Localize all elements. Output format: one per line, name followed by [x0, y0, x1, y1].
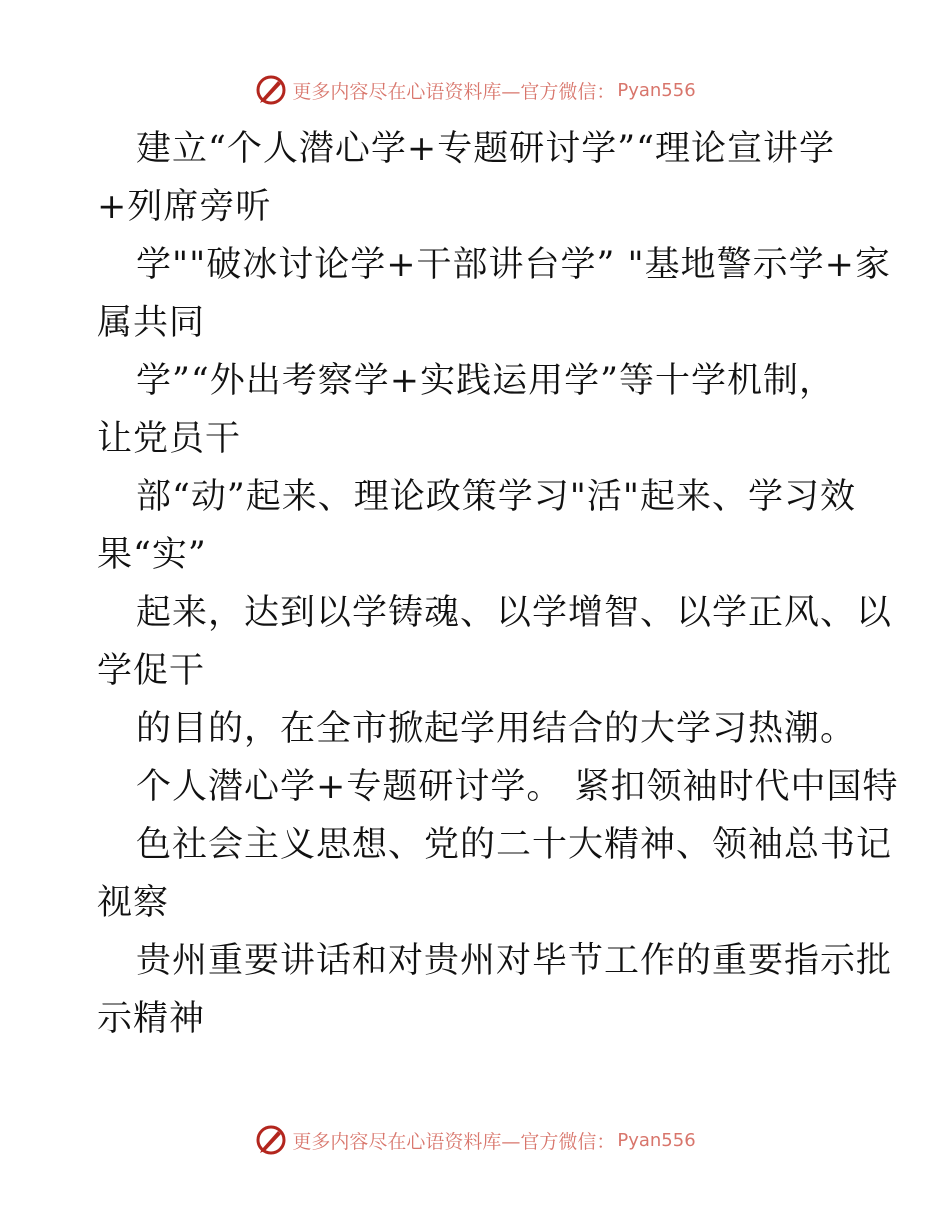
text-line: 起来，达到以学铸魂、以学增智、以学正风、以 [136, 593, 893, 633]
text-line: 个人潜心学+专题研讨学。 紧扣领袖时代中国特 [136, 767, 899, 807]
banner-wechat-id: Pyan556 [617, 1129, 696, 1151]
header-banner [0, 70, 950, 110]
text-line: 属共同 [97, 303, 206, 343]
text-line: 视察 [97, 883, 170, 923]
banner-title: 更多内容尽在心语资料库—官方微信： [292, 1130, 616, 1153]
banner-wechat-id: Pyan556 [617, 79, 696, 101]
pen-circle-logo-icon [254, 1123, 288, 1157]
footer-banner [0, 1120, 950, 1160]
text-line: 果“实” [97, 535, 207, 575]
text-line: 贵州重要讲话和对贵州对毕节工作的重要指示批 [136, 941, 893, 981]
text-line: 部“动”起来、理论政策学习"活"起来、学习效 [136, 477, 856, 517]
text-line: 让党员干 [97, 419, 242, 459]
text-line: 学促干 [97, 651, 206, 691]
text-line: 学""破冰讨论学+干部讲台学” "基地警示学+家 [136, 245, 891, 285]
text-line: 学”“外出考察学+实践运用学”等十学机制， [136, 361, 836, 401]
pen-circle-logo-icon [254, 73, 288, 107]
banner-title: 更多内容尽在心语资料库—官方微信： [292, 80, 616, 103]
text-line: 色社会主义思想、党的二十大精神、领袖总书记 [136, 825, 893, 865]
document-body [97, 120, 899, 1048]
text-line: 示精神 [97, 999, 206, 1039]
text-line: +列席旁听 [97, 187, 272, 227]
text-line: 建立“个人潜心学+专题研讨学”“理论宣讲学 [136, 129, 836, 169]
text-line: 的目的，在全市掀起学用结合的大学习热潮。 [136, 709, 857, 749]
